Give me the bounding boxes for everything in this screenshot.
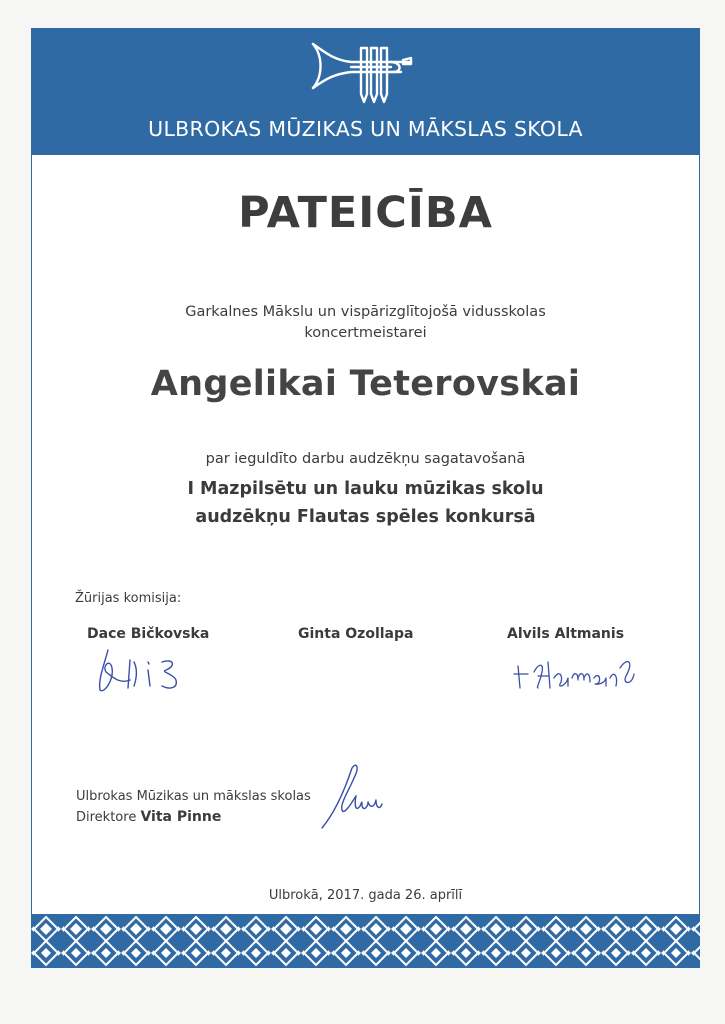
jury-member-3: Alvils Altmanis bbox=[507, 626, 625, 642]
recipient-name: Angelikai Teterovskai bbox=[150, 364, 581, 404]
director-name: Vita Pinne bbox=[140, 809, 222, 825]
director-title-line bbox=[76, 809, 221, 825]
jury-member-2: Ginta Ozollapa bbox=[298, 626, 414, 642]
signature-alvils-altmanis bbox=[508, 648, 640, 698]
place-date: Ulbrokā, 2017. gada 26. aprīlī bbox=[268, 888, 463, 903]
folk-ornament-border bbox=[31, 914, 700, 968]
certificate-title: PATEICĪBA bbox=[238, 188, 493, 238]
subtitle-line-2: koncertmeistarei bbox=[304, 325, 427, 341]
signature-dace-bickovska bbox=[90, 640, 200, 700]
reason-line-3: audzēkņu Flautas spēles konkursā bbox=[195, 507, 536, 527]
jury-member-1: Dace Bičkovska bbox=[87, 626, 210, 642]
subtitle-line-1: Garkalnes Mākslu un vispārizglītojošā vidusskolas bbox=[185, 304, 546, 320]
signature-vita-pinne bbox=[318, 758, 388, 836]
trumpet-pencils-logo-icon bbox=[305, 34, 415, 112]
reason-line-1: par ieguldīto darbu audzēkņu sagatavošanā bbox=[205, 451, 526, 467]
director-school-line: Ulbrokas Mūzikas un mākslas skolas bbox=[76, 789, 311, 804]
school-name: ULBROKAS MŪZIKAS UN MĀKSLAS SKOLA bbox=[148, 117, 583, 141]
jury-label: Žūrijas komisija: bbox=[75, 591, 182, 606]
director-title: Direktore bbox=[76, 810, 137, 825]
reason-line-2: I Mazpilsētu un lauku mūzikas skolu bbox=[187, 479, 544, 499]
